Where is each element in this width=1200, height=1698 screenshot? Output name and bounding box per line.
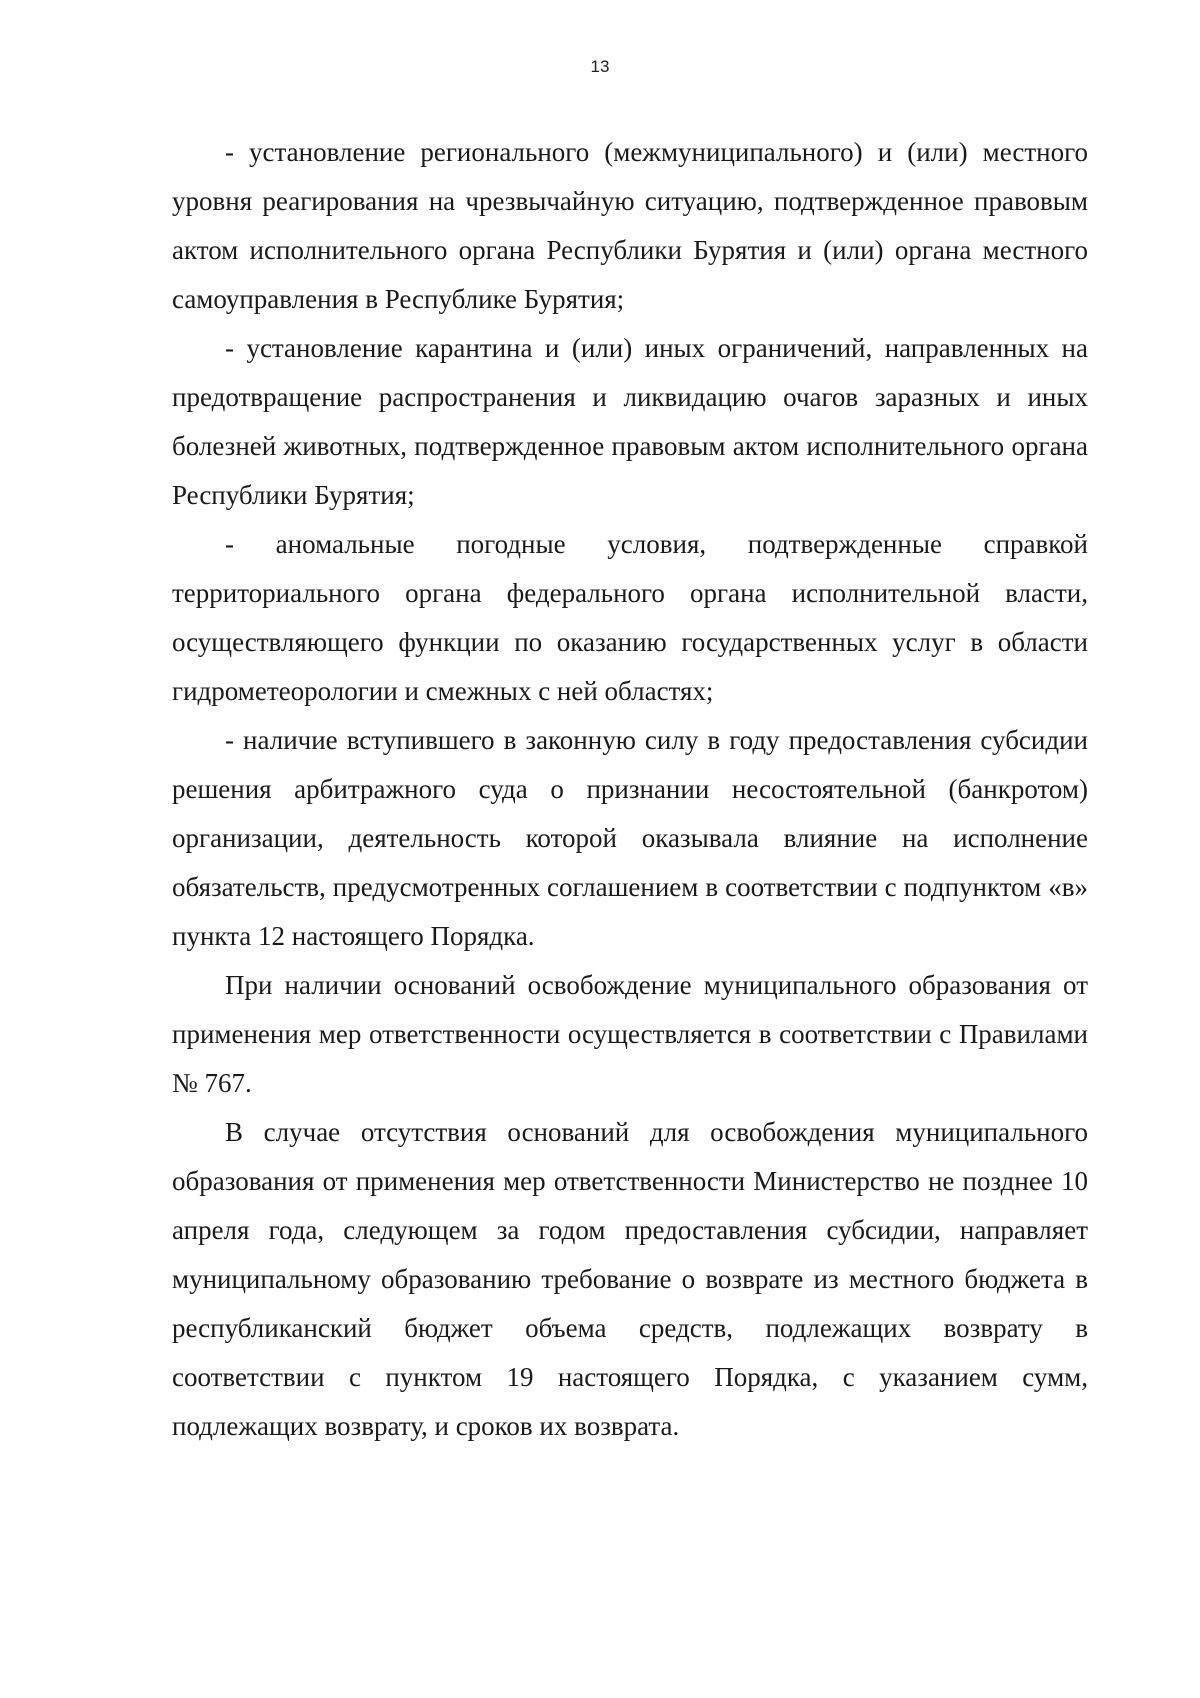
paragraph-quarantine: - установление карантина и (или) иных ограничений, направленных на предотвращение распространения и ликвидацию очагов заразных и иных болезней животных, подтвержденное правовым актом исполнительного органа Республики Бурятия;	[172, 333, 1088, 510]
paragraph-abnormal-weather: - аномальные погодные условия, подтвержденные справкой территориального органа федерального органа исполнительной власти, осуществляющего функции по оказанию государственных услуг в области гидрометеорологии и смежных с ней областях;	[172, 529, 1088, 706]
paragraph-emergency-response-level: - установление регионального (межмуниципального) и (или) местного уровня реагирования на чрезвычайную ситуацию, подтвержденное правовым актом исполнительного органа Республики Бурятия и (или) органа местного самоуправления в Республике Бурятия;	[172, 137, 1088, 314]
document-body	[172, 128, 1088, 1451]
paragraph-refund-requirement: В случае отсутствия оснований для освобождения муниципального образования от применения мер ответственности Министерство не позднее 10 апреля года, следующем за годом предоставления субсидии, направляет муниципальному образованию требование о возврате из местного бюджета в республиканский бюджет объема средств, подлежащих возврату в соответствии с пунктом 19 настоящего Порядка, с указанием сумм, подлежащих возврату, и сроков их возврата.	[172, 1117, 1088, 1441]
page-number: 13	[590, 57, 610, 76]
paragraph-exemption-grounds: При наличии оснований освобождение муниципального образования от применения мер ответственности осуществляется в соответствии с Правилами № 767.	[172, 970, 1088, 1098]
paragraph-bankruptcy-decision: - наличие вступившего в законную силу в году предоставления субсидии решения арбитражного суда о признании несостоятельной (банкротом) организации, деятельность которой оказывала влияние на исполнение обязательств, предусмотренных соглашением в соответствии с подпунктом «в» пункта 12 настоящего Порядка.	[172, 725, 1088, 951]
